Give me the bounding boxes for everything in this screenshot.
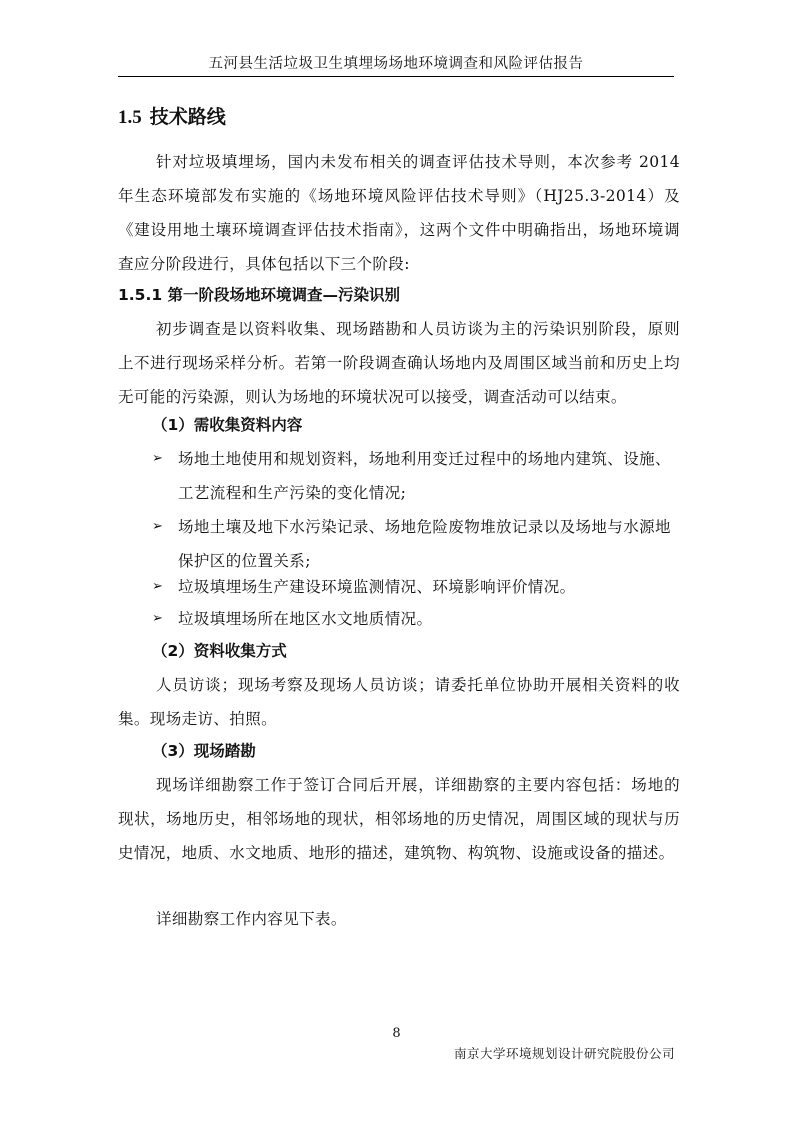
arrow-bullet-icon: ➢ (152, 579, 164, 594)
footer-company: 南京大学环境规划设计研究院股份公司 (453, 1046, 675, 1061)
list-item (152, 442, 680, 510)
arrow-bullet-icon: ➢ (152, 451, 164, 466)
list-item-text: 垃圾填埋场生产建设环境监测情况、环境影响评价情况。 (178, 578, 576, 596)
page-number: 8 (392, 1026, 401, 1041)
item3-paragraph: 现场详细勘察工作于签订合同后开展，详细勘察的主要内容包括：场地的现状，场地历史，相邻场地的现状，相邻场地的历史情况，周围区域的现状与历史情况，地质、水文地质、地形的描述，建筑物、构筑物、设施或设备的描述。 (118, 776, 680, 862)
item3-heading: （3）现场踏勘 (152, 742, 256, 760)
item2-heading: （2）资料收集方式 (152, 642, 287, 660)
section-title: 技术路线 (149, 106, 226, 128)
phase1-paragraph: 初步调查是以资料收集、现场踏勘和人员访谈为主的污染识别阶段，原则上不进行现场采样分析。若第一阶段调查确认场地内及周围区域当前和历史上均无可能的污染源，则认为场地的环境状况可以接受，调查活动可以结束。 (118, 320, 680, 406)
intro-paragraph: 针对垃圾填埋场，国内未发布相关的调查评估技术导则，本次参考 2014 年生态环境部发布实施的《场地环境风险评估技术导则》（HJ25.3-2014）及《建设用地土壤环境调查评估技术指南》，这两个文件中明确指出，场地环境调查应分阶段进行，具体包括以下三个阶段: (118, 153, 680, 273)
arrow-bullet-icon: ➢ (152, 611, 164, 626)
subsection-heading: 1.5.1 第一阶段场地环境调查—污染识别 (118, 286, 401, 304)
page-header: 五河县生活垃圾卫生填埋场场地环境调查和风险评估报告 (208, 56, 584, 72)
section-heading (118, 104, 226, 131)
list-item-text: 场地土壤及地下水污染记录、场地危险废物堆放记录以及场地与水源地保护区的位置关系; (178, 518, 671, 570)
item2-paragraph: 人员访谈；现场考察及现场人员访谈；请委托单位协助开展相关资料的收集。现场走访、拍照。 (118, 676, 680, 728)
list-item (152, 602, 680, 636)
list-item-text: 场地土地使用和规划资料，场地利用变迁过程中的场地内建筑、设施、工艺流程和生产污染的变化情况; (178, 450, 671, 502)
item3-closing: 详细勘察工作内容见下表。 (156, 910, 347, 928)
header-rule (118, 76, 674, 77)
list-item (152, 570, 680, 604)
list-item-text: 垃圾填埋场所在地区水文地质情况。 (178, 610, 433, 628)
item1-heading: （1）需收集资料内容 (152, 416, 303, 434)
arrow-bullet-icon: ➢ (152, 519, 164, 534)
list-item (152, 510, 680, 578)
section-number: 1.5 (118, 107, 142, 128)
